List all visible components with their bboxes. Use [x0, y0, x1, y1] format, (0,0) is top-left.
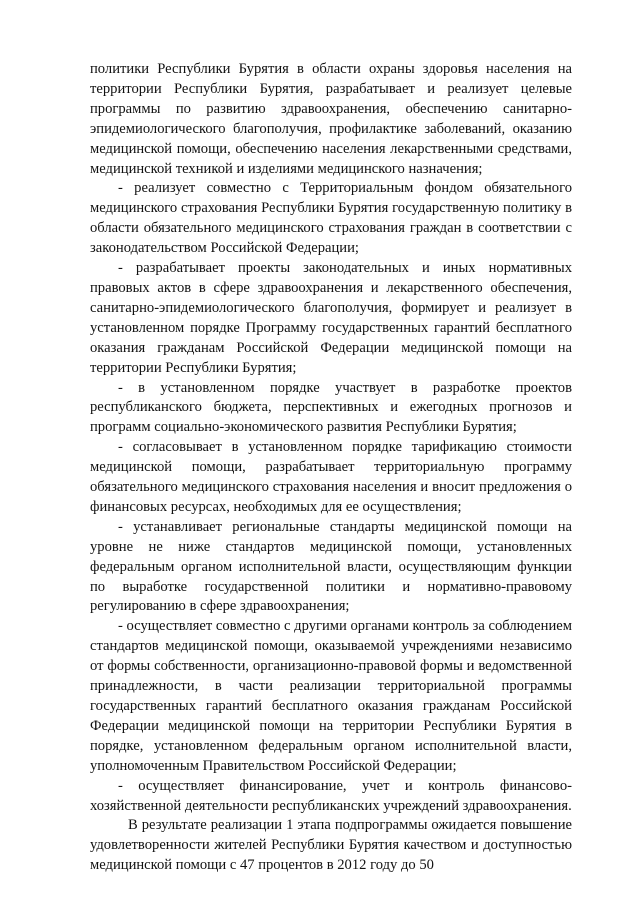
paragraph-tariff-agreement: - согласовывает в установленном порядке тарификацию стоимости медицинской помощи, разрабатывает территориальную программу обязательного медицинского страхования населения и вносит предложения о финансовых ресурсах, необходимых для ее осуществления; — [90, 439, 572, 515]
paragraph-financing: - осуществляет финансирование, учет и контроль финансово-хозяйственной деятельности республиканских учреждений здравоохранения. — [90, 777, 572, 814]
paragraph-regional-standards: - устанавливает региональные стандарты медицинской помощи на уровне не ниже стандартов медицинской помощи, установленных федеральным органом исполнительной власти, осуществляющим функции по выработке государственной политики и нормативно-правовому регулированию в сфере здравоохранения; — [90, 518, 572, 615]
document-page — [90, 60, 572, 876]
paragraph-expected-results: В результате реализации 1 этапа подпрограммы ожидается повышение удовлетворенности жителей Республики Бурятия качеством и доступностью медицинской помощи с 47 процентов в 2012 году до 50 — [90, 817, 572, 874]
paragraph-oms-policy: - реализует совместно с Территориальным фондом обязательного медицинского страхования Республики Бурятия государственную политику в области обязательного медицинского страхования граждан в соответствии с законодательством Российской Федерации; — [90, 180, 572, 257]
paragraph-draft-laws: - разрабатывает проекты законодательных и иных нормативных правовых актов в сфере здравоохранения и лекарственного обеспечения, санитарно-эпидемиологического благополучия, формирует и реализует в установленном порядке Программу государственных гарантий бесплатного оказания гражданам Российской Федерации медицинской помощи на территории Республики Бурятия; — [90, 260, 572, 376]
paragraph-policy-continuation: политики Республики Бурятия в области охраны здоровья населения на территории Республики Бурятия, разрабатывает и реализует целевые программы по развитию здравоохранения, обеспечению санитарно-эпидемиологического благополучия, профилактике заболеваний, оказанию медицинской помощи, обеспечению населения лекарственными средствами, медицинской техникой и изделиями медицинского назначения; — [90, 61, 572, 177]
paragraph-budget-participation: - в установленном порядке участвует в разработке проектов республиканского бюджета, перспективных и ежегодных прогнозов и программ социально-экономического развития Республики Бурятия; — [90, 379, 572, 436]
paragraph-standards-control: - осуществляет совместно с другими органами контроль за соблюдением стандартов медицинской помощи, оказываемой учреждениями независимо от формы собственности, организационно-правовой формы и ведомственной принадлежности, в части реализации территориальной программы государственных гарантий бесплатного оказания гражданам Российской Федерации медицинской помощи на территории Республики Бурятия в порядке, установленном федеральным органом исполнительной власти, уполномоченным Правительством Российской Федерации; — [90, 618, 572, 774]
